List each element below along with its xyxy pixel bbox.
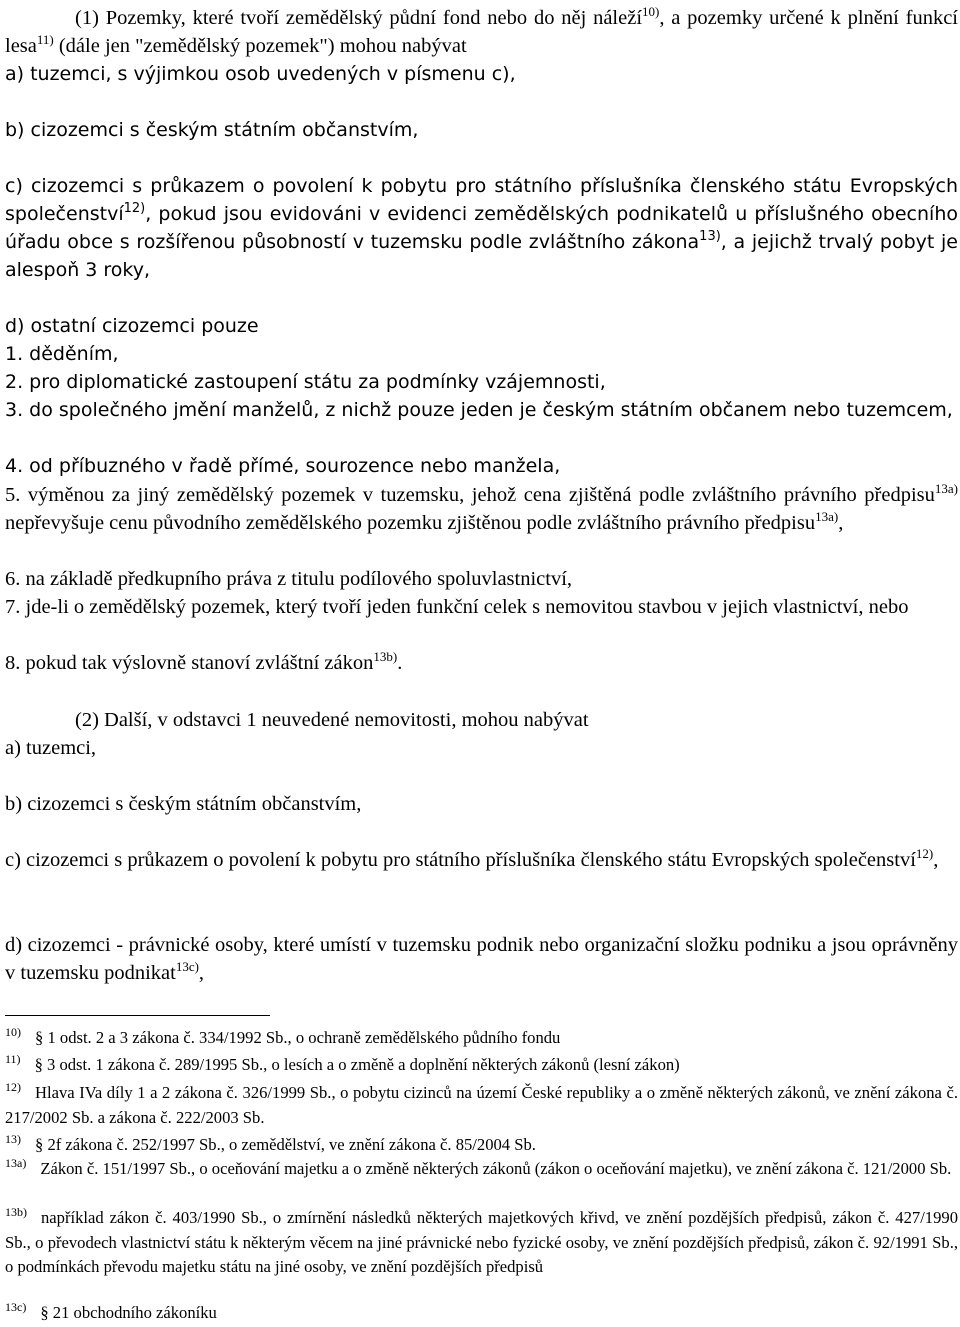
footnote-mark: 13b) bbox=[5, 1205, 27, 1219]
footnote-separator bbox=[5, 1015, 270, 1016]
footnote-13b bbox=[5, 1206, 958, 1280]
par1-item-c-text-2: , pokud jsou evidováni v evidenci zemědělských podnikatelů u příslušného obecního úřadu obce s rozšířenou působností v tuzemsku podle zvláštního zákona bbox=[5, 203, 958, 253]
par1-intro bbox=[5, 4, 958, 60]
par2-item-a: a) tuzemci, bbox=[5, 737, 97, 759]
par1-item-c-text-1: c) cizozemci s průkazem o povolení k pobytu pro státního příslušníka členského státu Evropských společenství bbox=[5, 175, 958, 225]
par1-intro-text-1: (1) Pozemky, které tvoří zemědělský půdní fond nebo do něj náleží bbox=[75, 7, 643, 29]
footnote-11 bbox=[5, 1053, 958, 1078]
par2-item-d-text-2: , bbox=[198, 962, 205, 984]
footnote-ref-13a[interactable]: 13a) bbox=[934, 481, 958, 496]
par1-item-d-8-text-1: 8. pokud tak výslovně stanoví zvláštní zákon bbox=[5, 652, 374, 674]
par1-item-d-1: 1. děděním, bbox=[5, 343, 119, 365]
footnote-ref-11[interactable]: 11) bbox=[36, 32, 54, 47]
footnote-ref-12[interactable]: 12) bbox=[123, 201, 146, 216]
par1-item-d-5-text-3: , bbox=[838, 512, 844, 534]
par2-item-c bbox=[5, 846, 958, 874]
footnote-10 bbox=[5, 1026, 958, 1051]
par1-item-d-5-text-2: nepřevyšuje cenu původního zemědělského pozemku zjištěnou podle zvláštního právního předpisu bbox=[5, 512, 816, 534]
footnote-13 bbox=[5, 1133, 958, 1158]
footnote-ref-10[interactable]: 10) bbox=[642, 4, 660, 19]
par1-item-d-2: 2. pro diplomatické zastoupení státu za podmínky vzájemnosti, bbox=[5, 371, 606, 393]
par1-item-d-6: 6. na základě předkupního práva z titulu podílového spoluvlastnictví, bbox=[5, 568, 573, 590]
footnote-mark: 10) bbox=[5, 1025, 21, 1039]
par1-item-d-8-text-2: . bbox=[397, 652, 403, 674]
par1-item-d-3: 3. do společného jmění manželů, z nichž pouze jeden je českým státním občanem nebo tuzemcem, bbox=[5, 399, 953, 421]
footnote-text: § 3 odst. 1 zákona č. 289/1995 Sb., o lesích a o změně a doplnění některých zákonů (lesní zákon) bbox=[34, 1055, 680, 1074]
footnote-text: § 2f zákona č. 252/1997 Sb., o zemědělství, ve znění zákona č. 85/2004 Sb. bbox=[35, 1135, 536, 1154]
footnote-13a bbox=[5, 1157, 958, 1182]
par2-intro: (2) Další, v odstavci 1 neuvedené nemovitosti, mohou nabývat bbox=[75, 709, 589, 731]
par1-item-d-4: 4. od příbuzného v řadě přímé, sourozence nebo manžela, bbox=[5, 455, 561, 477]
footnote-ref-13b[interactable]: 13b) bbox=[373, 649, 398, 664]
par2-item-b: b) cizozemci s českým státním občanstvím, bbox=[5, 793, 362, 815]
par1-item-c-text-3: , a jejichž trvalý pobyt je alespoň 3 roky, bbox=[5, 231, 958, 281]
footnote-text: Zákon č. 151/1997 Sb., o oceňování majetku a o změně některých zákonů (zákon o oceňování majetku), ve znění zákona č. 121/2000 Sb. bbox=[40, 1159, 952, 1178]
footnote-mark: 11) bbox=[5, 1052, 21, 1066]
par1-item-d-8 bbox=[5, 649, 958, 677]
footnote-mark: 13) bbox=[5, 1132, 21, 1146]
par1-item-c bbox=[5, 172, 958, 284]
footnote-ref-13c[interactable]: 13c) bbox=[175, 959, 199, 974]
footnote-13c bbox=[5, 1301, 958, 1326]
par1-intro-text-2: , a pozemky určené k plnění funkcí lesa bbox=[5, 7, 958, 57]
footnote-text: § 1 odst. 2 a 3 zákona č. 334/1992 Sb., o ochraně zemědělského půdního fondu bbox=[35, 1028, 561, 1047]
footnote-text: § 21 obchodního zákoníku bbox=[40, 1303, 217, 1322]
footnote-mark: 13c) bbox=[5, 1300, 27, 1314]
par1-item-a: a) tuzemci, s výjimkou osob uvedených v písmenu c), bbox=[5, 63, 516, 85]
par2-item-d bbox=[5, 931, 958, 987]
footnote-text: například zákon č. 403/1990 Sb., o zmírnění následků některých majetkových křivd, ve znění pozdějších předpisů, zákon č. 427/1990 Sb., o převodech vlastnictví státu k některým věcem na jiné právnické nebo fyzické osoby, ve znění pozdějších předpisů, zákon č. 92/1991 Sb., o podmínkách převodu majetku státu na jiné osoby, ve znění pozdějších předpisů bbox=[5, 1208, 958, 1276]
footnote-text: Hlava IVa díly 1 a 2 zákona č. 326/1999 Sb., o pobytu cizinců na území České republiky a o změně některých zákonů, ve znění zákona č. 217/2002 Sb. a zákona č. 222/2003 Sb. bbox=[5, 1083, 958, 1127]
footnote-ref-13[interactable]: 13) bbox=[699, 229, 721, 244]
footnote-mark: 13a) bbox=[5, 1156, 27, 1170]
par1-item-d-7: 7. jde-li o zemědělský pozemek, který tvoří jeden funkční celek s nemovitou stavbou v jejich vlastnictví, nebo bbox=[5, 596, 909, 618]
par1-item-d-5 bbox=[5, 481, 958, 537]
footnote-12 bbox=[5, 1081, 958, 1130]
par2-item-c-text-2: , bbox=[933, 849, 939, 871]
par2-item-c-text-1: c) cizozemci s průkazem o povolení k pobytu pro státního příslušníka členského státu Evropských společenství bbox=[5, 849, 916, 871]
par1-intro-text-3: (dále jen "zemědělský pozemek") mohou nabývat bbox=[53, 35, 467, 57]
par1-item-b: b) cizozemci s českým státním občanstvím, bbox=[5, 119, 419, 141]
footnote-ref-12-2[interactable]: 12) bbox=[915, 846, 934, 861]
par2-item-d-text-1: d) cizozemci - právnické osoby, které umístí v tuzemsku podnik nebo organizační složku podniku a jsou oprávněny v tuzemsku podnikat bbox=[5, 934, 958, 984]
footnote-mark: 12) bbox=[5, 1080, 21, 1094]
par1-item-d-heading: d) ostatní cizozemci pouze bbox=[5, 315, 259, 337]
par1-item-d-5-text-1: 5. výměnou za jiný zemědělský pozemek v tuzemsku, jehož cena zjištěná podle zvláštního právního předpisu bbox=[5, 484, 935, 506]
footnote-ref-13a-2[interactable]: 13a) bbox=[815, 509, 839, 524]
